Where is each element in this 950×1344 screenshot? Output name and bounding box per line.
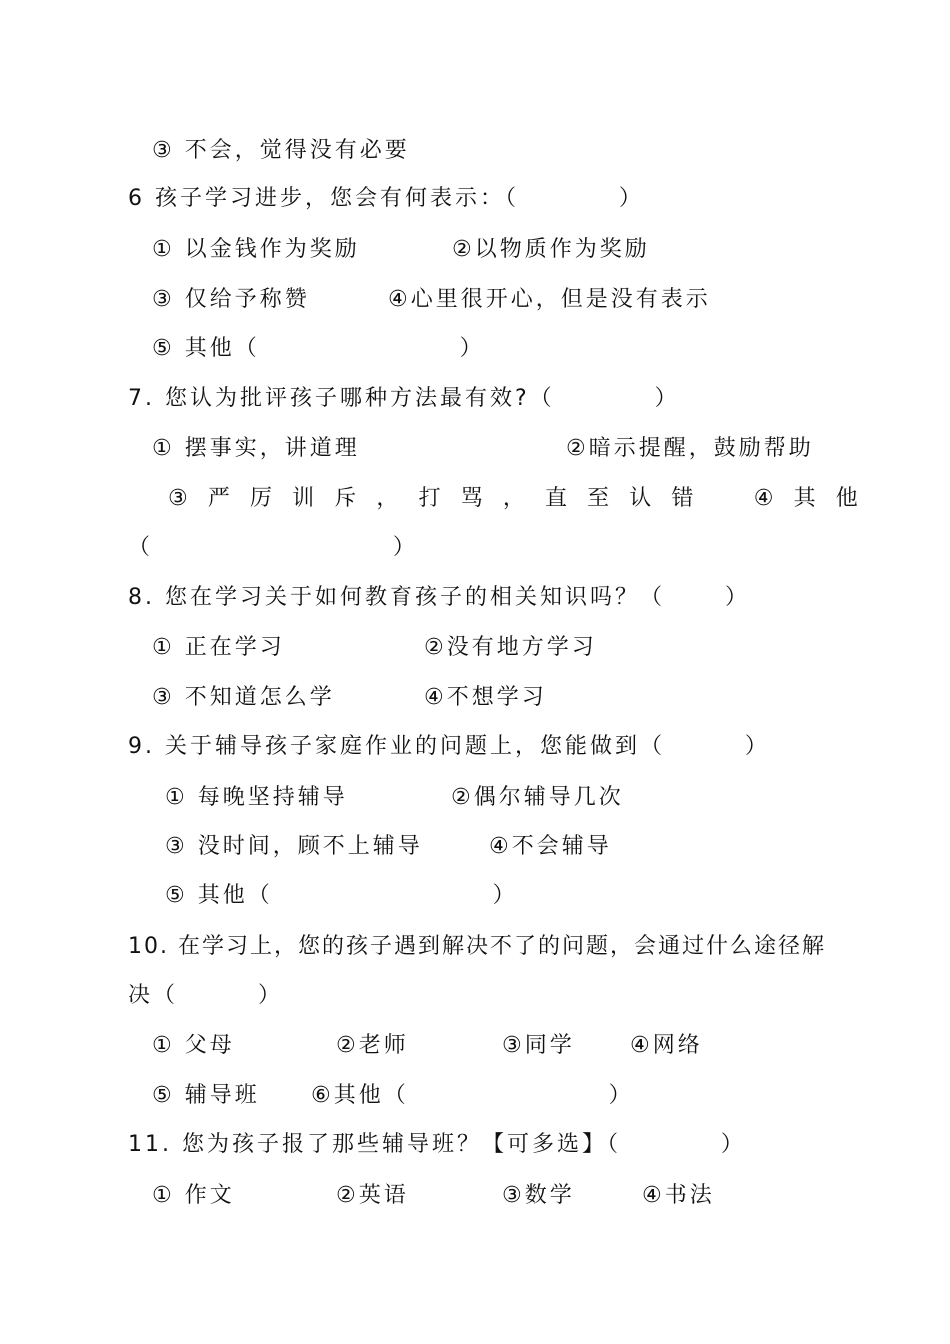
q10-option-1: ① 父母	[152, 1033, 235, 1058]
q6-option-4: ④心里很开心，但是没有表示	[388, 287, 711, 312]
q5-option-3: ③ 不会，觉得没有必要	[152, 138, 410, 163]
q6-option-5: ⑤ 其他（ ）	[152, 336, 485, 361]
q8-option-4: ④不想学习	[424, 685, 547, 710]
q7-opt-char: 斥	[334, 486, 357, 511]
q7-opt-char: 打	[418, 486, 441, 511]
q11-option-3: ③数学	[502, 1183, 575, 1208]
q11-option-1: ① 作文	[152, 1183, 235, 1208]
q7-opt-char: ，	[376, 486, 399, 511]
q7-opt-char: 训	[292, 486, 315, 511]
q11-question: 11. 您为孩子报了那些辅导班？【可多选】（ ）	[128, 1132, 746, 1157]
q8-question: 8. 您在学习关于如何教育孩子的相关知识吗？（ ）	[128, 585, 750, 610]
q9-question: 9. 关于辅导孩子家庭作业的问题上，您能做到（ ）	[128, 734, 770, 759]
q7-opt-char: 认	[629, 486, 652, 511]
q11-option-4: ④书法	[642, 1183, 715, 1208]
q7-opt-char: 错	[671, 486, 694, 511]
q8-option-3: ③ 不知道怎么学	[152, 685, 335, 710]
q10-option-4: ④网络	[630, 1033, 703, 1058]
q6-option-1: ① 以金钱作为奖励	[152, 237, 360, 262]
q7-opt-char: ④	[753, 486, 774, 511]
q10-option-2: ②老师	[336, 1033, 409, 1058]
q11-option-2: ②英语	[336, 1183, 409, 1208]
q7-opt-char: ③	[168, 486, 188, 511]
q10-option-6: ⑥其他（ ）	[311, 1083, 634, 1108]
q7-option-2: ②暗示提醒，鼓励帮助	[566, 436, 814, 461]
q10-option-3: ③同学	[502, 1033, 575, 1058]
q7-opt-char: 至	[587, 486, 610, 511]
q7-opt-char: 骂	[460, 486, 483, 511]
q7-opt-char: ，	[502, 486, 525, 511]
q6-option-3: ③ 仅给予称赞	[152, 287, 310, 312]
q9-option-4: ④不会辅导	[489, 834, 612, 859]
q9-option-3: ③ 没时间，顾不上辅导	[165, 834, 423, 859]
q7-option-3-and-4	[168, 484, 858, 514]
q10-option-5: ⑤ 辅导班	[152, 1083, 260, 1108]
q7-opt-char: 直	[544, 486, 567, 511]
q7-opt-char: 严	[207, 486, 230, 511]
q6-question: 6 孩子学习进步，您会有何表示：（ ）	[128, 186, 644, 211]
q7-opt-char: 其	[793, 486, 816, 511]
q7-question: 7. 您认为批评孩子哪种方法最有效?（ ）	[128, 386, 680, 411]
q7-opt-char: 他	[835, 486, 858, 511]
q9-option-5: ⑤ 其他（ ）	[165, 883, 518, 908]
q7-option-4-blank: （ ）	[128, 535, 418, 560]
q9-option-2: ②偶尔辅导几次	[451, 785, 624, 810]
q10-question-line-2: 决（ ）	[128, 983, 283, 1008]
q7-option-1: ① 摆事实，讲道理	[152, 436, 360, 461]
q8-option-1: ① 正在学习	[152, 635, 285, 660]
q9-option-1: ① 每晚坚持辅导	[165, 785, 348, 810]
q10-question-line-1: 10. 在学习上，您的孩子遇到解决不了的问题，会通过什么途径解	[128, 934, 826, 959]
q8-option-2: ②没有地方学习	[424, 635, 597, 660]
q6-option-2: ②以物质作为奖励	[452, 237, 650, 262]
q7-opt-char: 厉	[250, 486, 273, 511]
